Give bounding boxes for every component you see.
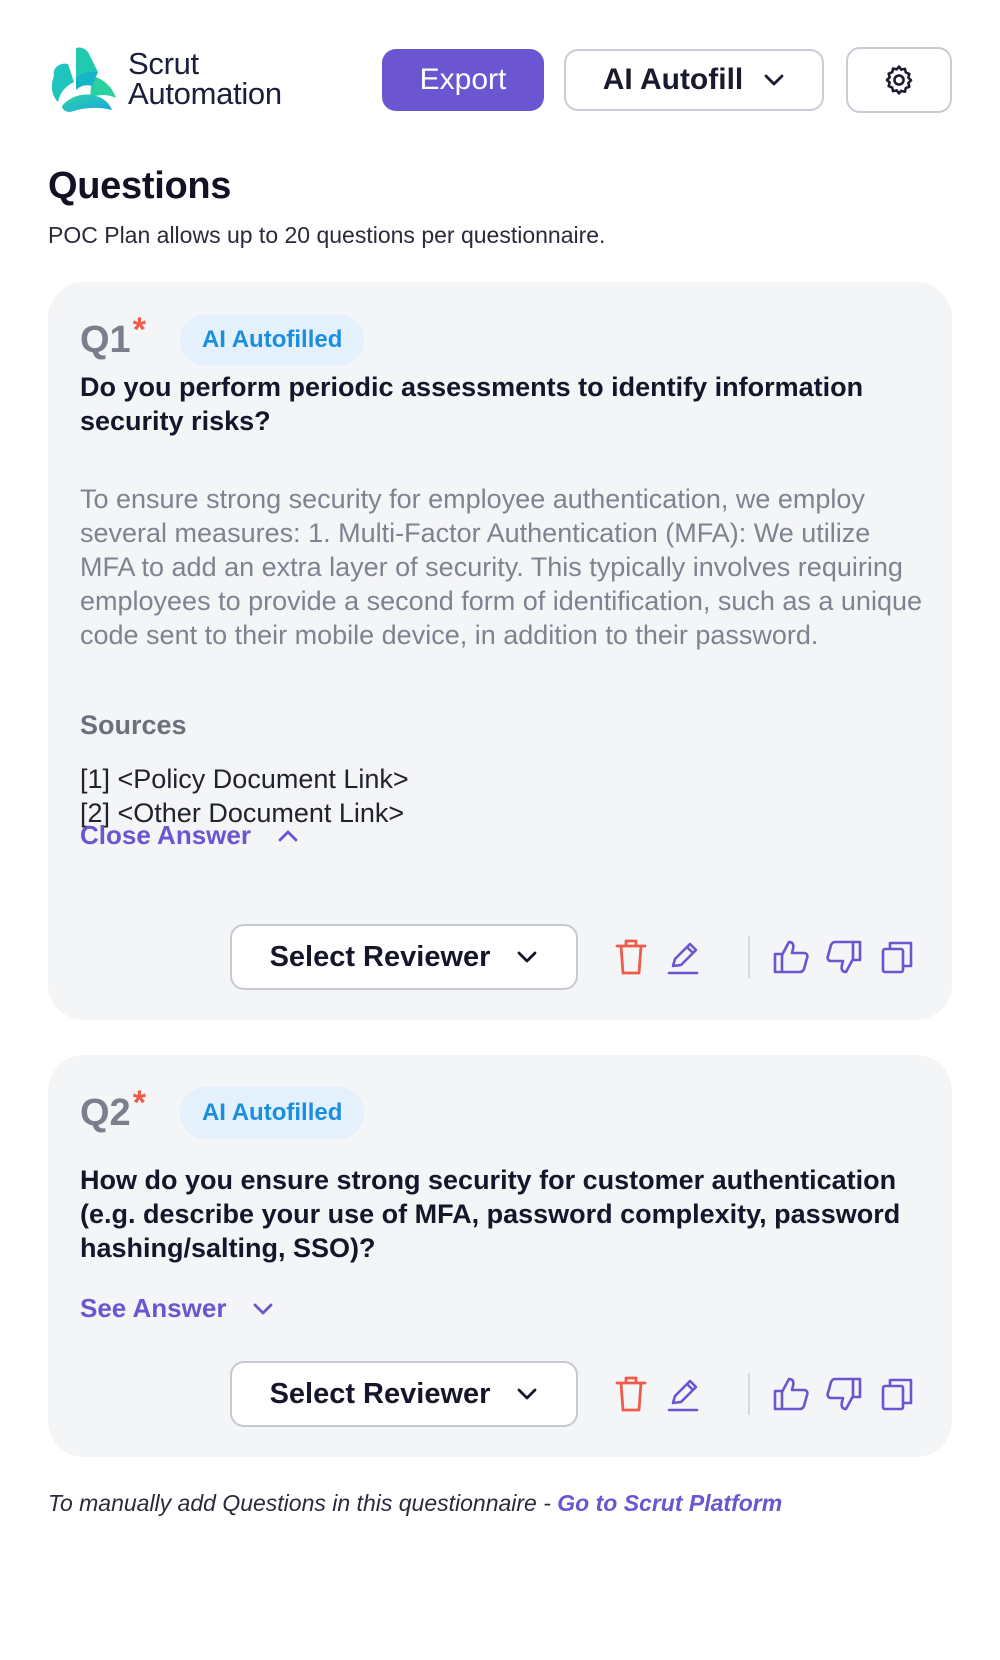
required-mark: * [132,310,146,349]
question-header [80,310,364,366]
source-link[interactable]: [2] <Other Document Link> [80,798,405,828]
scrut-logo-icon [48,46,118,112]
thumbs-down-icon [825,939,863,975]
footer-note [48,1490,782,1517]
question-actions [230,924,930,990]
copy-button[interactable] [876,1373,918,1415]
chevron-down-icon [516,950,538,964]
trash-icon [613,938,649,976]
export-button[interactable]: Export [382,49,544,111]
divider [748,936,750,978]
question-number: Q2 [80,1091,131,1134]
question-actions [230,1361,930,1427]
copy-button[interactable] [876,936,918,978]
footer-text: To manually add Questions in this questionnaire - [48,1490,558,1516]
edit-icon [665,938,701,976]
thumbs-down-button[interactable] [823,936,865,978]
brand-line-2: Automation [128,76,282,111]
delete-button[interactable] [610,936,652,978]
select-reviewer-label: Select Reviewer [269,940,491,973]
edit-icon [665,1375,701,1413]
edit-button[interactable] [662,936,704,978]
question-header [80,1083,364,1139]
chevron-down-icon [516,1387,538,1401]
question-card [48,1055,952,1457]
see-answer-toggle[interactable] [80,1293,274,1324]
ai-autofill-dropdown[interactable] [564,49,824,111]
thumbs-up-button[interactable] [770,936,812,978]
divider [748,1373,750,1415]
thumbs-up-icon [772,939,810,975]
ai-autofilled-badge: AI Autofilled [180,1087,364,1139]
answer-text: To ensure strong security for employee authentication, we employ several measures: 1. Multi-Factor Authentication (MFA): We utilize MFA to add an extra layer of security. This typically involves requiring employees to provide a second form of identification, such as a unique code sent to their mobile device, in addition to their password. [80,484,922,650]
question-text: Do you perform periodic assessments to identify information security risks? [80,372,864,436]
brand-logo [48,46,282,112]
section-subtitle: POC Plan allows up to 20 questions per questionnaire. [48,222,606,248]
select-reviewer-dropdown[interactable] [230,1361,578,1427]
trash-icon [613,1375,649,1413]
ai-autofill-label: AI Autofill [602,63,744,96]
question-text: How do you ensure strong security for customer authentication (e.g. describe your use of MFA, password complexity, password hashing/salting, SSO)? [80,1165,901,1263]
thumbs-up-button[interactable] [770,1373,812,1415]
brand-name [128,46,282,111]
brand-line-1: Scrut [128,46,199,81]
header [48,44,952,114]
gear-icon [882,63,916,97]
sources-title: Sources [80,710,187,740]
chevron-down-icon [252,1302,274,1316]
thumbs-up-icon [772,1376,810,1412]
required-mark: * [132,1083,146,1122]
question-card [48,282,952,1020]
go-to-platform-link[interactable]: Go to Scrut Platform [557,1490,783,1516]
edit-button[interactable] [662,1373,704,1415]
copy-icon [880,1376,914,1412]
thumbs-down-icon [825,1376,863,1412]
delete-button[interactable] [610,1373,652,1415]
source-link[interactable]: [1] <Policy Document Link> [80,764,409,794]
question-number: Q1 [80,318,131,361]
ai-autofilled-badge: AI Autofilled [180,314,364,366]
copy-icon [880,939,914,975]
close-answer-toggle[interactable] [80,820,299,851]
settings-button[interactable] [846,47,952,113]
toggle-label: Close Answer [80,820,251,850]
thumbs-down-button[interactable] [823,1373,865,1415]
toggle-label: See Answer [80,1293,227,1323]
select-reviewer-dropdown[interactable] [230,924,578,990]
select-reviewer-label: Select Reviewer [269,1377,491,1410]
chevron-down-icon [763,73,785,87]
chevron-up-icon [277,829,299,843]
section-title: Questions [48,165,232,207]
